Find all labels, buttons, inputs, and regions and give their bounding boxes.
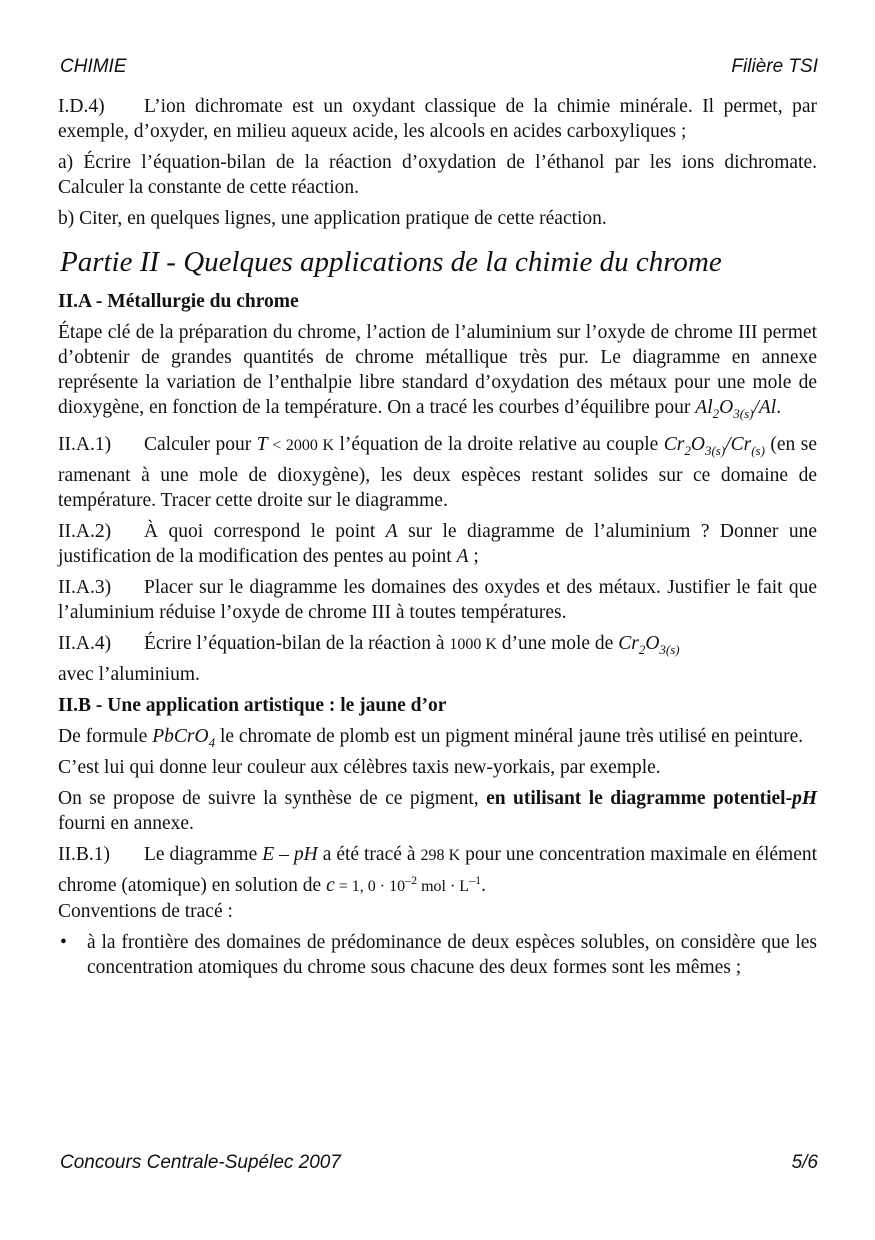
footer-contest: Concours Centrale-Supélec 2007 [60,1152,341,1173]
formula-cr2o3-cr: $Cr_2O_{3(s)}/Cr_{(s)}$ [663,434,765,458]
question-number: I.D.4) [58,96,105,117]
question-number: II.A.3) [58,577,112,598]
list-item: • à la frontière des domaines de prédominance de deux espèces solubles, on considère que les concentration atomiques du chrome sous chacune des deux formes sont les mêmes ; [60,932,817,978]
conventions-list [58,930,817,980]
question-iia1: II.A.1) Calculer pour T < 2000 K l’équation de la droite relative au couple $Cr_2O_{3(s)}/Cr_{(s)}$ (en se ramenant à une mole de dioxygène), les deux espèces restant solides sur ce domaine de température. Tracer cette droite sur le diagramme. [58,434,818,511]
question-iia3: II.A.3) Placer sur le diagramme les domaines des oxydes et des métaux. Justifier le fait que l’aluminium réduise l’oxyde de chrome III à toutes températures. [58,577,817,623]
condition-value: < 2000 K [267,437,335,454]
question-number: II.A.2) [58,521,112,542]
question-iia4: II.A.4) Écrire l’équation-bilan de la réaction à 1000 K d’une mole de $Cr_2O_{3(s)}$ avec l’aluminium. [58,633,680,685]
point-a: A [456,546,469,567]
header-track: Filière TSI [731,56,818,77]
question-text: L’ion dichromate est un oxydant classique de la chimie minérale. Il permet, par exemple, d’oxyder, en milieu aqueux acide, les alcools en acides carboxyliques ; [58,96,817,142]
paragraph-iib-1: De formule PbCrO$_4$ le chromate de plomb est un pigment minéral jaune très utilisé en peinture. [58,726,804,750]
temperature-value: 298 K [420,847,461,864]
paragraph-iia-intro: Étape clé de la préparation du chrome, l’action de l’aluminium sur l’oxyde de chrome III permet d’obtenir de grandes quantités de chrome métallique très pur. Le diagramme en annexe représente la variation de l’enthalpie libre standard d’oxydation des métaux pour une mole de dioxygène, en fonction de la température. On a tracé les courbes d’équilibre pour $Al_2O_{3(s)}/Al$. [58,322,817,421]
condition-variable: T [256,434,268,455]
page-number: 5/6 [791,1152,818,1173]
part-title: Partie II - Quelques applications de la chimie du chrome [60,246,722,278]
paragraph-iib-2: C’est lui qui donne leur couleur aux célèbres taxis new-yorkais, par exemple. [58,757,661,778]
question-number: II.A.4) [58,633,112,654]
question-id4-a: a) Écrire l’équation-bilan de la réaction d’oxydation de l’éthanol par les ions dichromate. Calculer la constante de cette réaction. [58,152,817,198]
question-iia2: II.A.2) À quoi correspond le point A sur le diagramme de l’aluminium ? Donner une justification de la modification des pentes au point A ; [58,521,818,567]
page-footer [60,1152,818,1178]
paragraph-iib-3: On se propose de suivre la synthèse de ce pigment, en utilisant le diagramme potentiel-pH fourni en annexe. [58,788,818,834]
question-id4-b: b) Citer, en quelques lignes, une application pratique de cette réaction. [58,208,607,229]
point-a: A [385,521,398,542]
header-subject: CHIMIE [60,56,127,77]
page-content [58,94,817,980]
bullet-icon: • [60,932,67,953]
section-title-iib: II.B - Une application artistique : le jaune d’or [58,695,447,716]
conventions-label: Conventions de tracé : [58,901,233,922]
formula-al2o3-al: $Al_2O_{3(s)}/Al$ [695,397,777,421]
bold-phrase: en utilisant le diagramme potentiel-pH [486,788,818,809]
temperature-value: 1000 K [449,636,497,653]
intro-text: Étape clé de la préparation du chrome, l’action de l’aluminium sur l’oxyde de chrome III permet d’obtenir de grandes quantités de chrome métallique très pur. Le diagramme en annexe représente la variation de l’enthalpie libre standard d’oxydation des métaux pour une mole de dioxygène, en fonction de la température. On a tracé les courbes d’équilibre pour [58,322,817,418]
formula-pbcro4: PbCrO$_4$ [152,726,216,750]
section-title-iia: II.A - Métallurgie du chrome [58,291,299,312]
question-number: II.B.1) [58,844,110,865]
question-number: II.A.1) [58,434,112,455]
page-header [60,56,818,82]
question-id4 [58,94,817,144]
diagram-name: E – pH [262,844,318,865]
concentration-formula: c = 1, $0 \cdot 10^{-2}$ mol · $L^{-1}$. [326,873,486,896]
question-iib1: II.B.1) Le diagramme E – pH a été tracé à 298 K pour une concentration maximale en élément chrome (atomique) en solution de c = 1, $0 \cdot 10^{-2}$ mol · $L^{-1}$. Conventions de tracé : [58,844,818,922]
formula-cr2o3: $Cr_2O_{3(s)}$ [618,633,680,657]
